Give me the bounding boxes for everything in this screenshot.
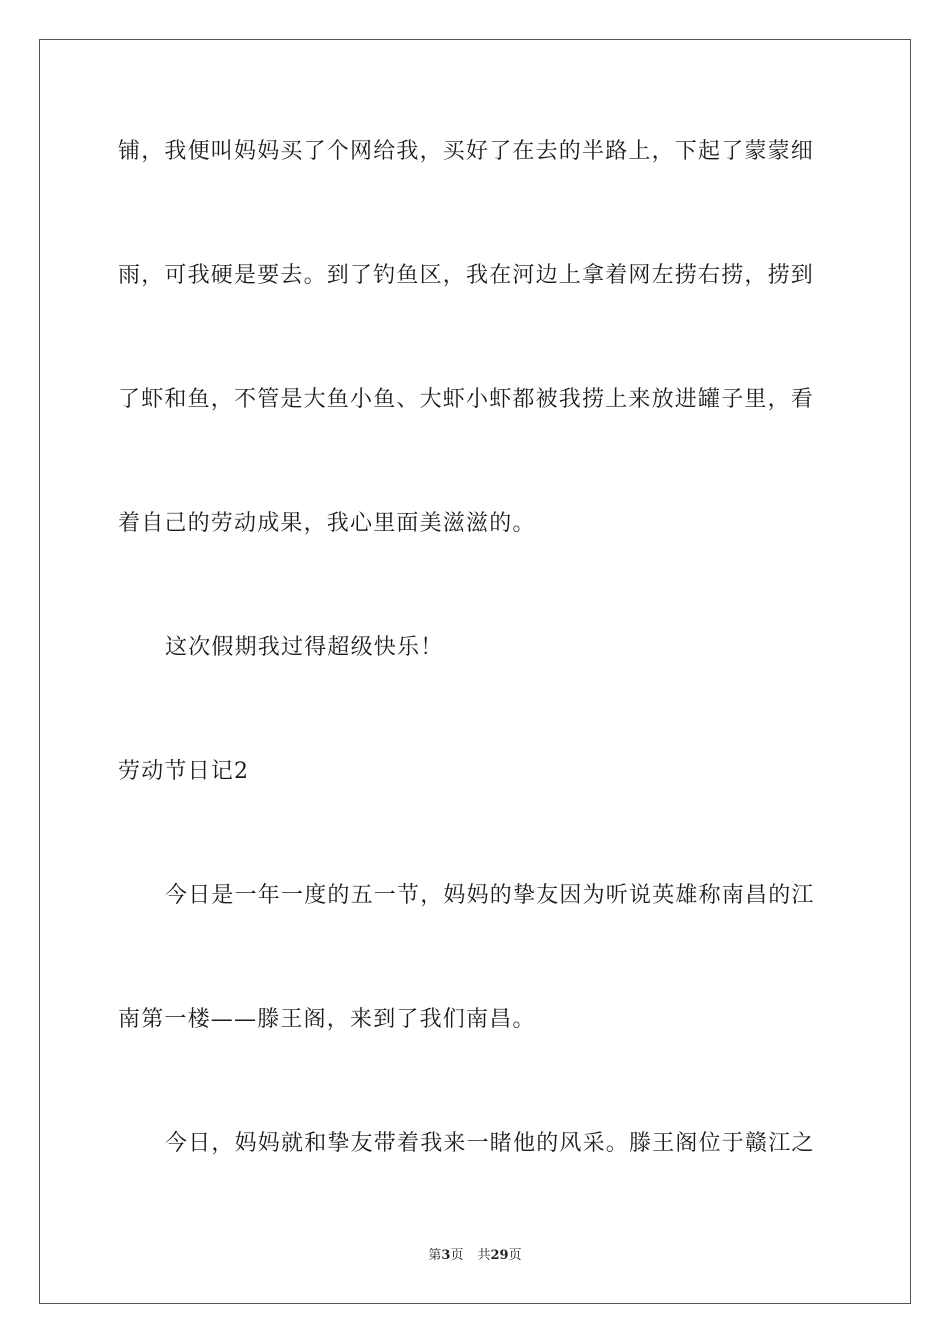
total-suffix: 页 xyxy=(508,1248,522,1263)
section-heading: 劳动节日记2 xyxy=(118,759,250,784)
total-pages: 29 xyxy=(490,1248,509,1263)
paragraph-line-5: 这次假期我过得超级快乐！ xyxy=(165,635,444,660)
paragraph-line-3: 了虾和鱼，不管是大鱼小鱼、大虾小虾都被我捞上来放进罐子里，看 xyxy=(118,387,815,412)
paragraph-line-1: 铺，我便叫妈妈买了个网给我，买好了在去的半路上，下起了蒙蒙细 xyxy=(118,139,815,164)
paragraph-line-4: 着自己的劳动成果，我心里面美滋滋的。 xyxy=(118,511,536,536)
page-number: 3 xyxy=(441,1248,451,1263)
page-prefix: 第 xyxy=(428,1248,442,1263)
page-border xyxy=(39,39,911,1304)
total-prefix: 共 xyxy=(477,1248,491,1263)
paragraph-line-6: 今日是一年一度的五一节，妈妈的挚友因为听说英雄称南昌的江 xyxy=(165,883,815,908)
paragraph-line-2: 雨，可我硬是要去。到了钓鱼区，我在河边上拿着网左捞右捞，捞到 xyxy=(118,263,815,288)
page-footer xyxy=(0,1246,950,1266)
paragraph-line-8: 今日，妈妈就和挚友带着我来一睹他的风采。滕王阁位于赣江之 xyxy=(165,1131,815,1156)
paragraph-line-7: 南第一楼——滕王阁，来到了我们南昌。 xyxy=(118,1007,536,1032)
page-suffix: 页 xyxy=(450,1248,464,1263)
